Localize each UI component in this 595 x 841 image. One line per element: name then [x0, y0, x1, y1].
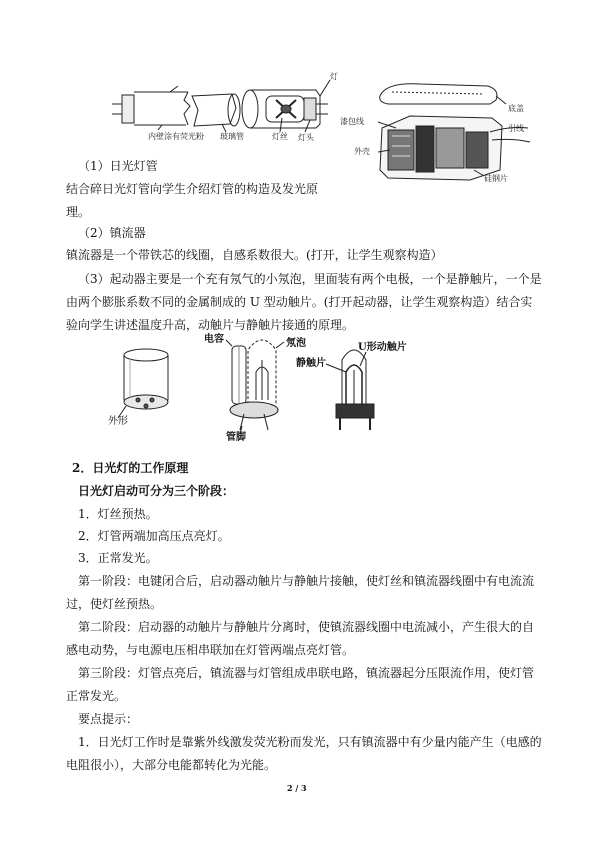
paragraph-starter-cont2: 验向学生讲述温度升高，动触片与静触片接通的原理。 [66, 318, 355, 332]
heading-ballast: （2）镇流器 [78, 226, 146, 240]
paragraph-tube: 结合碎日光灯管向学生介绍灯管的构造及发光原 [66, 182, 319, 196]
key-points-heading: 要点提示： [78, 712, 139, 726]
label-appearance: 外形 [108, 416, 128, 427]
paragraph-starter-cont1: 由两个膨胀系数不同的金属制成的 U 型动触片。(打开起动器，让学生观察构造）结合实 [66, 295, 533, 309]
label-cap: 灯头 [298, 133, 314, 142]
paragraph-stage1-cont: 过，使灯丝预热。 [66, 597, 163, 611]
label-static-contact: 静触片 [296, 358, 326, 369]
label-phosphor: 内壁涂有荧光粉 [148, 132, 204, 141]
label-outer: 外壳 [354, 147, 370, 156]
label-filament: 灯丝 [272, 132, 288, 141]
label-glass-tube: 玻璃管 [220, 132, 244, 141]
label-pins: 管脚 [226, 432, 246, 443]
section2-subheading: 日光灯启动可分为三个阶段： [78, 484, 235, 498]
paragraph-tube-cont: 理。 [66, 205, 91, 219]
paragraph-stage2: 第二阶段：启动器的动触片与静触片分离时，使镇流器线圈中电流减小，产生很大的自 [78, 620, 535, 634]
label-capacitor: 电容 [204, 334, 224, 345]
label-bulb: 氖泡 [286, 338, 306, 349]
key-point-1-cont: 电阻很小），大部分电能都转化为光能。 [66, 758, 277, 772]
page-number: 2 / 3 [287, 783, 307, 793]
step-2: 2．灯管两端加高压点亮灯。 [78, 529, 230, 543]
heading-tube: （1）日光灯管 [78, 159, 158, 173]
paragraph-stage3-cont: 正常发光。 [66, 689, 127, 703]
paragraph-ballast: 镇流器是一个带铁芯的线圈，自感系数很大。(打开，让学生观察构造） [66, 248, 443, 262]
step-1: 1．灯丝预热。 [78, 507, 158, 521]
section2-heading: 2．日光灯的工作原理 [72, 461, 189, 475]
step-3: 3．正常发光。 [78, 551, 158, 565]
label-cover: 底盖 [508, 104, 524, 113]
label-core: 硅钢片 [484, 174, 508, 183]
label-coil: 漆包线 [340, 117, 364, 126]
paragraph-stage2-cont: 感电动势，与电源电压相串联加在灯管两端点亮灯管。 [66, 643, 355, 657]
paragraph-stage3: 第三阶段：灯管点亮后，镇流器与灯管组成串联电路，镇流器起分压限流作用，使灯管 [78, 666, 535, 680]
label-lamp: 灯 [330, 72, 338, 81]
label-lead: 引线 [508, 124, 524, 133]
paragraph-starter: （3）起动器主要是一个充有氖气的小氖泡，里面装有两个电极，一个是静触片，一个是 [78, 272, 542, 286]
label-u-contact: U形动触片 [358, 342, 407, 353]
paragraph-stage1: 第一阶段：电键闭合后，启动器动触片与静触片接触，使灯丝和镇流器线圈中有电流流 [78, 574, 535, 588]
key-point-1: 1．日光灯工作时是靠紫外线激发荧光粉而发光，只有镇流器中有少量内能产生（电感的 [78, 735, 542, 749]
